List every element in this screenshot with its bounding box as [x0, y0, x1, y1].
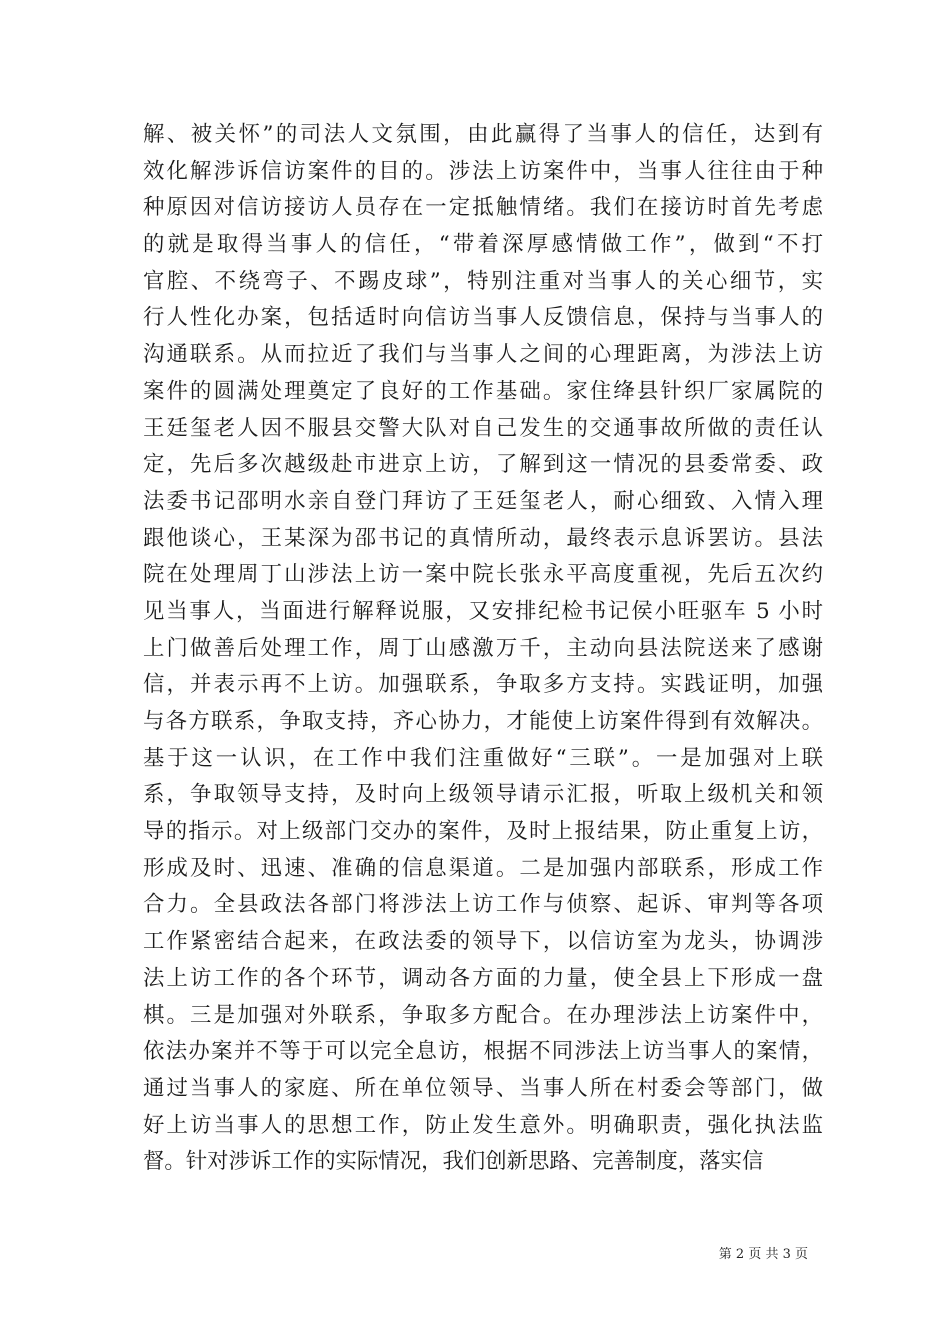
text-line: 好上访当事人的思想工作，防止发生意外。明确职责，强化执法监	[143, 1112, 823, 1138]
text-line: 沟通联系。从而拉近了我们与当事人之间的心理距离，为涉法上访	[143, 342, 823, 368]
text-line: 跟他谈心，王某深为邵书记的真情所动，最终表示息诉罢访。县法	[143, 525, 823, 551]
text-line: 依法办案并不等于可以完全息访，根据不同涉法上访当事人的案情，	[143, 1039, 823, 1065]
text-line: 法上访工作的各个环节，调动各方面的力量，使全县上下形成一盘	[143, 965, 823, 991]
text-line: 合力。全县政法各部门将涉法上访工作与侦察、起诉、审判等各项	[143, 892, 823, 918]
text-line: 的就是取得当事人的信任，“带着深厚感情做工作”，做到“不打	[143, 232, 823, 258]
text-line: 种原因对信访接访人员存在一定抵触情绪。我们在接访时首先考虑	[143, 195, 823, 221]
body-paragraph	[143, 117, 823, 1181]
page-number-footer: 第 2 页 共 3 页	[718, 1247, 808, 1262]
text-line: 工作紧密结合起来，在政法委的领导下，以信访室为龙头，协调涉	[143, 929, 823, 955]
text-line: 通过当事人的家庭、所在单位领导、当事人所在村委会等部门，做	[143, 1075, 823, 1101]
text-line: 官腔、不绕弯子、不踢皮球”，特别注重对当事人的关心细节，实	[143, 268, 823, 294]
text-line: 见当事人，当面进行解释说服，又安排纪检书记侯小旺驱车 5 小时	[143, 598, 823, 624]
text-line: 形成及时、迅速、准确的信息渠道。二是加强内部联系，形成工作	[143, 855, 823, 881]
text-line: 导的指示。对上级部门交办的案件，及时上报结果，防止重复上访，	[143, 819, 823, 845]
text-line: 定，先后多次越级赴市进京上访，了解到这一情况的县委常委、政	[143, 452, 823, 478]
text-line: 案件的圆满处理奠定了良好的工作基础。家住绛县针织厂家属院的	[143, 378, 823, 404]
text-line: 信，并表示再不上访。加强联系，争取多方支持。实践证明，加强	[143, 672, 823, 698]
text-line: 解、被关怀”的司法人文氛围，由此赢得了当事人的信任，达到有	[143, 122, 823, 147]
text-line: 效化解涉诉信访案件的目的。涉法上访案件中，当事人往往由于种	[143, 158, 823, 184]
text-line: 与各方联系，争取支持，齐心协力，才能使上访案件得到有效解决。	[143, 709, 823, 734]
text-line: 法委书记邵明水亲自登门拜访了王廷玺老人，耐心细致、入情入理	[143, 488, 823, 514]
text-line: 上门做善后处理工作，周丁山感激万千，主动向县法院送来了感谢	[143, 635, 823, 661]
text-line: 基于这一认识，在工作中我们注重做好“三联”。一是加强对上联	[143, 745, 823, 771]
text-line: 行人性化办案，包括适时向信访当事人反馈信息，保持与当事人的	[143, 305, 823, 331]
text-line: 院在处理周丁山涉法上访一案中院长张永平高度重视，先后五次约	[143, 562, 823, 588]
text-line: 棋。三是加强对外联系，争取多方配合。在办理涉法上访案件中，	[143, 1002, 823, 1028]
text-line: 系，争取领导支持，及时向上级领导请示汇报，听取上级机关和领	[143, 782, 823, 808]
text-line: 王廷玺老人因不服县交警大队对自己发生的交通事故所做的责任认	[143, 415, 823, 441]
text-line: 督。针对涉诉工作的实际情况，我们创新思路、完善制度，落实信	[143, 1149, 764, 1175]
